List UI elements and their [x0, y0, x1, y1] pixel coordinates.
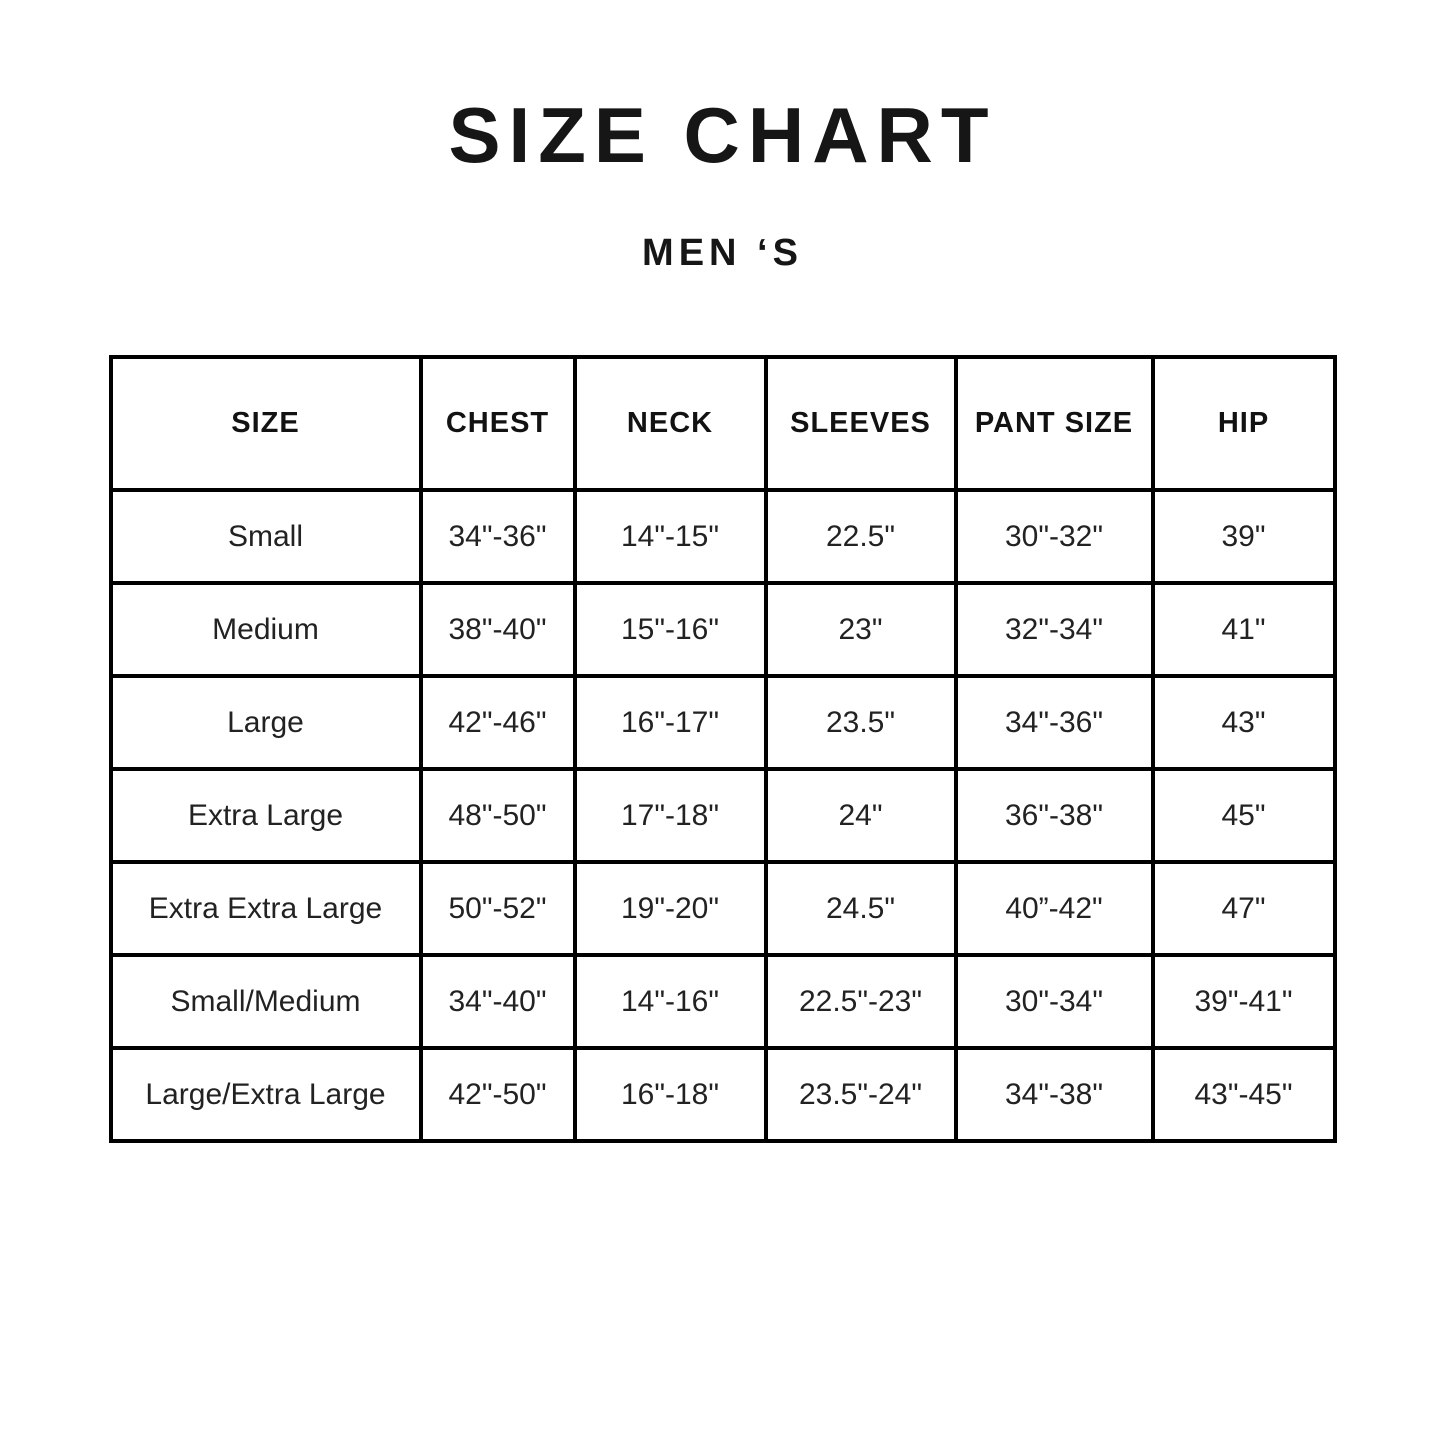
- table-row-large-extra-large: [111, 1048, 1335, 1141]
- cell-neck: 14"-15": [575, 490, 766, 583]
- cell-size: Small: [111, 490, 421, 583]
- cell-hip: 45": [1153, 769, 1335, 862]
- cell-size: Extra Large: [111, 769, 421, 862]
- cell-sleeves: 22.5"-23": [766, 955, 956, 1048]
- cell-chest: 42"-50": [421, 1048, 575, 1141]
- column-header-chest: CHEST: [421, 357, 575, 490]
- cell-sleeves: 22.5": [766, 490, 956, 583]
- table-row-small-medium: [111, 955, 1335, 1048]
- cell-pant-size: 30"-32": [956, 490, 1153, 583]
- cell-pant-size: 34"-36": [956, 676, 1153, 769]
- table-row-large: [111, 676, 1335, 769]
- column-header-size: SIZE: [111, 357, 421, 490]
- cell-chest: 34"-40": [421, 955, 575, 1048]
- cell-sleeves: 24.5": [766, 862, 956, 955]
- cell-size: Small/Medium: [111, 955, 421, 1048]
- cell-pant-size: 30"-34": [956, 955, 1153, 1048]
- cell-size: Large: [111, 676, 421, 769]
- page-subtitle: MEN ‘S: [642, 232, 803, 274]
- cell-pant-size: 36"-38": [956, 769, 1153, 862]
- size-chart-table: [109, 355, 1337, 1143]
- cell-chest: 48"-50": [421, 769, 575, 862]
- cell-hip: 43": [1153, 676, 1335, 769]
- cell-neck: 14"-16": [575, 955, 766, 1048]
- cell-chest: 50"-52": [421, 862, 575, 955]
- cell-hip: 43"-45": [1153, 1048, 1335, 1141]
- cell-chest: 38"-40": [421, 583, 575, 676]
- cell-size: Large/Extra Large: [111, 1048, 421, 1141]
- cell-pant-size: 34"-38": [956, 1048, 1153, 1141]
- cell-hip: 39"-41": [1153, 955, 1335, 1048]
- column-header-hip: HIP: [1153, 357, 1335, 490]
- table-row-extra-extra-large: [111, 862, 1335, 955]
- table-row-extra-large: [111, 769, 1335, 862]
- column-header-pant-size: PANT SIZE: [956, 357, 1153, 490]
- cell-neck: 15"-16": [575, 583, 766, 676]
- cell-sleeves: 23.5": [766, 676, 956, 769]
- table-row-medium: [111, 583, 1335, 676]
- cell-pant-size: 32"-34": [956, 583, 1153, 676]
- cell-size: Extra Extra Large: [111, 862, 421, 955]
- cell-neck: 16"-17": [575, 676, 766, 769]
- cell-hip: 41": [1153, 583, 1335, 676]
- cell-hip: 39": [1153, 490, 1335, 583]
- cell-size: Medium: [111, 583, 421, 676]
- column-header-sleeves: SLEEVES: [766, 357, 956, 490]
- cell-chest: 42"-46": [421, 676, 575, 769]
- cell-sleeves: 24": [766, 769, 956, 862]
- cell-neck: 19"-20": [575, 862, 766, 955]
- table-header-row: [111, 357, 1335, 490]
- cell-sleeves: 23": [766, 583, 956, 676]
- page-title: SIZE CHART: [448, 91, 997, 179]
- cell-hip: 47": [1153, 862, 1335, 955]
- cell-pant-size: 40”-42": [956, 862, 1153, 955]
- column-header-neck: NECK: [575, 357, 766, 490]
- cell-neck: 17"-18": [575, 769, 766, 862]
- cell-sleeves: 23.5"-24": [766, 1048, 956, 1141]
- table-row-small: [111, 490, 1335, 583]
- cell-neck: 16"-18": [575, 1048, 766, 1141]
- cell-chest: 34"-36": [421, 490, 575, 583]
